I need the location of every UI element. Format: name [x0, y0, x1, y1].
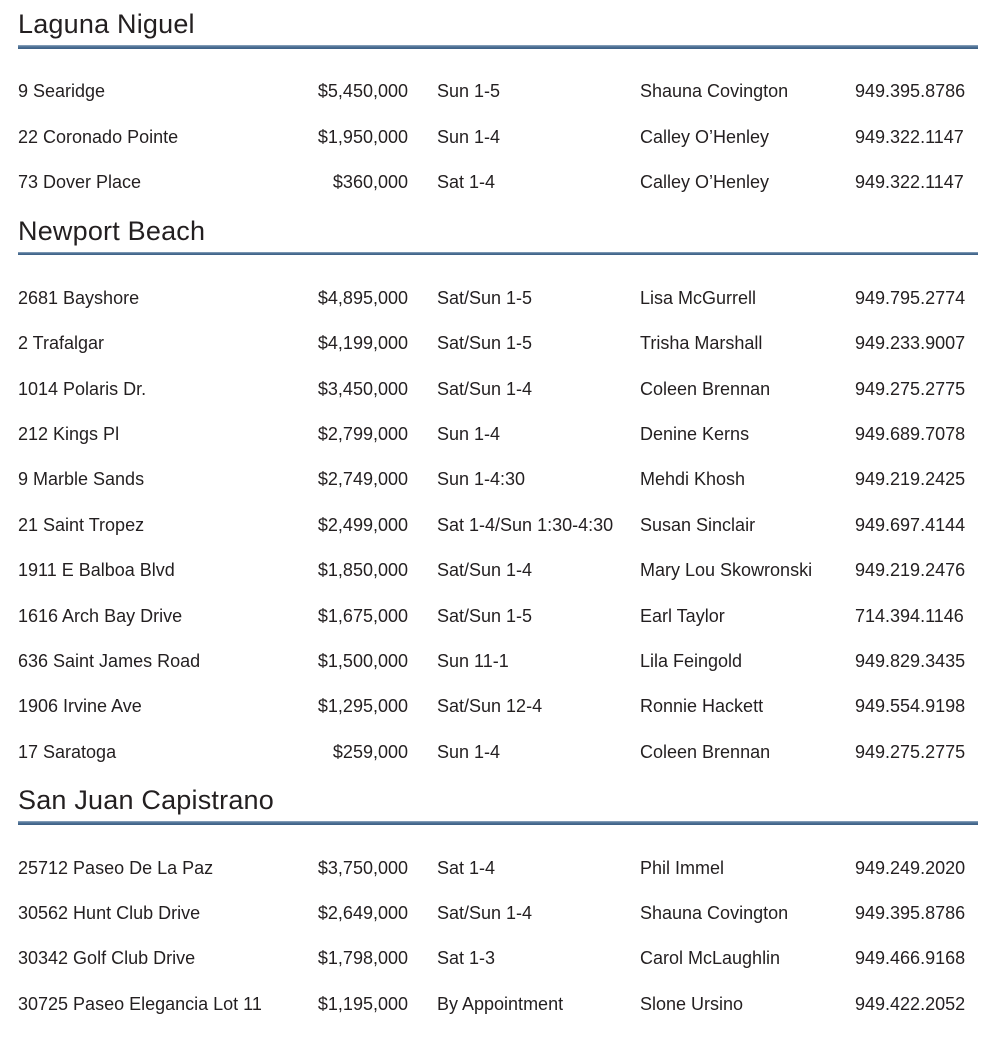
open-house-time: Sun 1-4: [437, 424, 501, 445]
listing-price: $1,295,000: [317, 696, 408, 717]
listing-row: [18, 684, 978, 729]
listing-price: $1,850,000: [317, 560, 408, 581]
agent-name: Shauna Covington: [640, 903, 789, 924]
listing-row: [18, 890, 978, 935]
agent-name: Earl Taylor: [640, 605, 725, 626]
agent-name: Lisa McGurrell: [640, 287, 757, 308]
listing-price: $3,750,000: [317, 857, 408, 878]
open-house-time: Sun 1-5: [437, 81, 501, 102]
listing-price: $2,749,000: [317, 469, 408, 490]
city-heading: Laguna Niguel: [18, 9, 195, 39]
listing-price: $5,450,000: [317, 81, 408, 102]
city-section: [18, 784, 978, 1026]
listing-rows: [18, 275, 978, 774]
listing-price: $1,798,000: [317, 948, 408, 969]
agent-name: Mehdi Khosh: [640, 469, 746, 490]
listing-row: [18, 502, 978, 547]
agent-phone: 949.219.2476: [855, 560, 966, 581]
listing-address: 22 Coronado Pointe: [18, 126, 179, 147]
listing-price: $3,450,000: [317, 378, 408, 399]
listing-address: 636 Saint James Road: [18, 650, 201, 671]
agent-phone: 949.233.9007: [855, 333, 966, 354]
agent-name: Calley O’Henley: [640, 171, 770, 192]
listing-row: [18, 411, 978, 456]
listing-price: $4,895,000: [317, 287, 408, 308]
listing-row: [18, 981, 978, 1026]
listing-row: [18, 593, 978, 638]
agent-name: Shauna Covington: [640, 81, 789, 102]
agent-phone: 949.219.2425: [855, 469, 966, 490]
listing-address: 1014 Polaris Dr.: [18, 378, 147, 399]
city-section: [18, 8, 978, 205]
agent-name: Trisha Marshall: [640, 333, 763, 354]
listing-price: $2,799,000: [317, 424, 408, 445]
open-house-time: By Appointment: [437, 993, 564, 1014]
agent-name: Denine Kerns: [640, 424, 750, 445]
listing-address: 73 Dover Place: [18, 171, 142, 192]
agent-phone: 714.394.1146: [855, 605, 964, 626]
open-house-time: Sat/Sun 1-5: [437, 333, 533, 354]
agent-phone: 949.322.1147: [855, 171, 964, 192]
open-house-time: Sat 1-4/Sun 1:30-4:30: [437, 514, 614, 535]
listing-address: 212 Kings Pl: [18, 424, 120, 445]
city-heading: San Juan Capistrano: [18, 785, 274, 816]
open-house-time: Sun 1-4:30: [437, 469, 526, 490]
city-section: [18, 215, 978, 775]
listing-address: 9 Marble Sands: [18, 469, 145, 490]
agent-name: Carol McLaughlin: [640, 948, 781, 969]
listing-row: [18, 457, 978, 502]
section-rule: [18, 45, 978, 49]
agent-phone: 949.395.8786: [855, 903, 966, 924]
open-house-time: Sat 1-3: [437, 948, 496, 969]
listing-address: 30562 Hunt Club Drive: [18, 903, 201, 924]
open-house-time: Sat/Sun 1-5: [437, 605, 533, 626]
agent-name: Coleen Brennan: [640, 378, 771, 399]
agent-phone: 949.697.4144: [855, 514, 966, 535]
listing-address: 2681 Bayshore: [18, 287, 140, 308]
agent-phone: 949.466.9168: [855, 948, 966, 969]
listing-row: [18, 548, 978, 593]
listing-address: 17 Saratoga: [18, 741, 117, 762]
agent-phone: 949.275.2775: [855, 741, 966, 762]
listing-price: $1,675,000: [317, 605, 408, 626]
listing-rows: [18, 69, 978, 205]
agent-name: Mary Lou Skowronski: [640, 560, 813, 581]
listing-address: 30342 Golf Club Drive: [18, 948, 196, 969]
listing-row: [18, 729, 978, 774]
listing-row: [18, 845, 978, 890]
agent-phone: 949.795.2774: [855, 287, 966, 308]
listing-row: [18, 159, 978, 204]
listing-row: [18, 638, 978, 683]
agent-name: Phil Immel: [640, 857, 725, 878]
listing-price: $2,649,000: [317, 903, 408, 924]
listing-price: $1,500,000: [317, 650, 408, 671]
agent-name: Coleen Brennan: [640, 741, 771, 762]
listing-rows: [18, 845, 978, 1027]
listing-price: $4,199,000: [317, 333, 408, 354]
open-house-time: Sat/Sun 1-4: [437, 560, 533, 581]
open-house-time: Sun 1-4: [437, 741, 501, 762]
listing-price: $360,000: [332, 171, 408, 192]
listing-address: 1911 E Balboa Blvd: [18, 560, 175, 581]
listing-address: 1906 Irvine Ave: [18, 696, 142, 717]
listing-row: [18, 321, 978, 366]
agent-name: Calley O’Henley: [640, 126, 770, 147]
listing-row: [18, 69, 978, 114]
agent-phone: 949.422.2052: [855, 993, 966, 1014]
open-house-time: Sun 1-4: [437, 126, 501, 147]
listing-address: 2 Trafalgar: [18, 333, 105, 354]
listing-price: $2,499,000: [317, 514, 408, 535]
listing-address: 1616 Arch Bay Drive: [18, 605, 183, 626]
section-rule: [18, 821, 978, 825]
agent-phone: 949.829.3435: [855, 650, 966, 671]
listing-price: $259,000: [332, 741, 408, 762]
listing-row: [18, 275, 978, 320]
listing-address: 30725 Paseo Elegancia Lot 11: [18, 993, 262, 1014]
listing-row: [18, 936, 978, 981]
listing-price: $1,195,000: [317, 993, 408, 1014]
open-house-time: Sat/Sun 1-4: [437, 378, 533, 399]
listing-price: $1,950,000: [317, 126, 408, 147]
agent-phone: 949.689.7078: [855, 424, 966, 445]
open-house-time: Sat/Sun 12-4: [437, 696, 543, 717]
listing-row: [18, 366, 978, 411]
agent-phone: 949.249.2020: [855, 857, 966, 878]
listing-address: 9 Searidge: [18, 81, 106, 102]
city-heading: Newport Beach: [18, 215, 206, 246]
open-house-time: Sat 1-4: [437, 171, 496, 192]
agent-phone: 949.395.8786: [855, 81, 966, 102]
agent-name: Susan Sinclair: [640, 514, 756, 535]
agent-phone: 949.275.2775: [855, 378, 966, 399]
section-rule: [18, 252, 978, 256]
open-house-time: Sat/Sun 1-4: [437, 903, 533, 924]
agent-name: Ronnie Hackett: [640, 696, 764, 717]
listing-address: 21 Saint Tropez: [18, 514, 145, 535]
agent-name: Lila Feingold: [640, 650, 743, 671]
open-house-time: Sat/Sun 1-5: [437, 287, 533, 308]
listing-row: [18, 114, 978, 159]
open-house-time: Sun 11-1: [437, 650, 509, 671]
agent-phone: 949.322.1147: [855, 126, 964, 147]
open-house-time: Sat 1-4: [437, 857, 496, 878]
agent-phone: 949.554.9198: [855, 696, 966, 717]
agent-name: Slone Ursino: [640, 993, 744, 1014]
listing-address: 25712 Paseo De La Paz: [18, 857, 214, 878]
